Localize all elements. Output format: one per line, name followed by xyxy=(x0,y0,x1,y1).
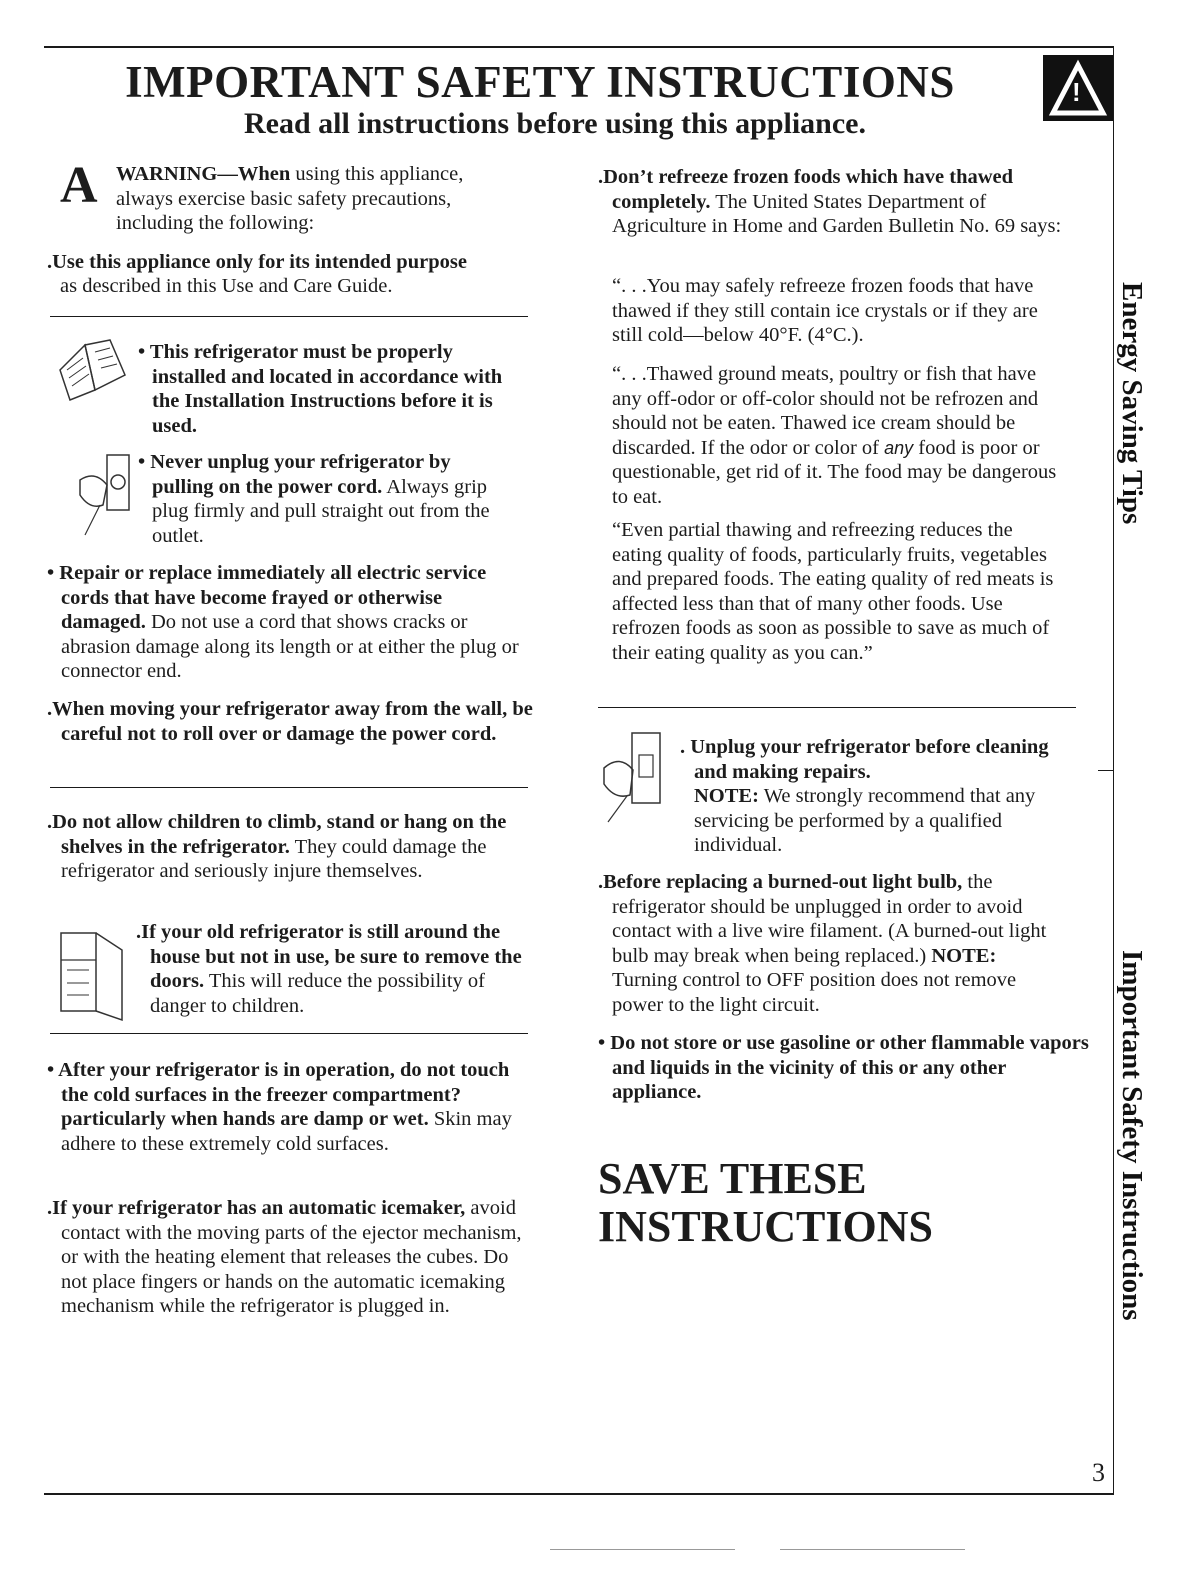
icemaker-item: .If your refrigerator has an automatic icemaker, avoid contact with the moving parts of the ejector mechanism, or with the heating element that releases the cubes. Do not place fingers or hands on the automatic icemaking mechanism while the refrigerator is plugged in. xyxy=(47,1197,522,1318)
proper-installation-item: • This refrigerator must be properly installed and located in accordance with the Installation Instructions before it is used. xyxy=(138,341,503,437)
divider xyxy=(50,787,528,788)
footer-mark-right xyxy=(780,1549,965,1550)
side-tab-important-safety-instructions[interactable]: Important Safety Instructions xyxy=(1116,950,1148,1321)
quote-partial-thawing: “Even partial thawing and refreezing reduces the eating quality of foods, particularly fruits, vegetables and prepared foods. The eating quality of red meats is affected less than that of many other foods. Use refrozen foods as soon as possible to save as much of their eating quality as you can.” xyxy=(612,519,1054,664)
top-rule xyxy=(44,46,1114,48)
side-tab-notch xyxy=(1098,770,1114,771)
never-unplug-item: • Never unplug your refrigerator by pulling on the power cord. Always grip plug firmly and pull straight out from the outlet. xyxy=(138,451,490,547)
page-title: IMPORTANT SAFETY INSTRUCTIONS xyxy=(125,57,955,107)
page-subtitle: Read all instructions before using this appliance. xyxy=(243,107,867,140)
flammable-vapors-item: • Do not store or use gasoline or other flammable vapors and liquids in the vicinity of this or any other appliance. xyxy=(598,1032,1089,1104)
unplug-plug-icon xyxy=(75,450,135,545)
divider xyxy=(598,707,1076,708)
intended-purpose-heading: .Use this appliance only for its intended purpose xyxy=(47,251,467,273)
bottom-rule xyxy=(44,1493,1114,1495)
side-tab-energy-saving-tips[interactable]: Energy Saving Tips xyxy=(1116,282,1148,525)
save-instructions-heading: SAVE THESE INSTRUCTIONS xyxy=(598,1154,933,1251)
warning-symbol: A xyxy=(60,157,98,214)
warning-paragraph: WARNING—When using this appliance, always exercise basic safety precautions, including the following: xyxy=(116,163,464,235)
unplug-outlet-icon xyxy=(600,730,675,825)
exclamation-icon: ! xyxy=(1072,77,1081,107)
old-refrigerator-item: .If your old refrigerator is still around the house but not in use, be sure to remove the doors. This will reduce the possibility of danger to children. xyxy=(136,921,522,1017)
intended-purpose-text: as described in this Use and Care Guide. xyxy=(60,275,393,297)
refreeze-item: .Don’t refreeze frozen foods which have thawed completely. The United States Department of Agriculture in Home and Garden Bulletin No. 69 says: xyxy=(598,166,1062,238)
footer-mark-left xyxy=(550,1549,735,1550)
moving-refrigerator-item: .When moving your refrigerator away from the wall, be careful not to roll over or damage the power cord. xyxy=(47,698,533,745)
divider xyxy=(50,1033,528,1034)
light-bulb-item: .Before replacing a burned-out light bulb, the refrigerator should be unplugged in order to avoid contact with a live wire filament. (A burned-out light bulb may break when being replaced.) NOTE: Turning control to OFF position does not remove power to the light circuit. xyxy=(598,871,1047,1016)
repair-cords-item: • Repair or replace immediately all electric service cords that have become frayed or otherwise damaged. Do not use a cord that shows cracks or abrasion damage along its length or at either the plug or connector end. xyxy=(47,562,519,683)
warning-tab-icon xyxy=(1043,55,1113,121)
quote-refreeze-safely: “. . .You may safely refreeze frozen foods that have thawed if they still contain ice crystals or if they are still cold—below 40°F. (4°C.). xyxy=(612,275,1038,347)
refrigerator-doors-icon xyxy=(57,925,137,1020)
page-number: 3 xyxy=(1092,1458,1105,1487)
quote-thawed-meats: “. . .Thawed ground meats, poultry or fish that have any off-odor or off-color should not be refrozen and should not be eaten. Thawed ice cream should be discarded. If the odor or color of any food is poor or questionable, get rid of it. The food may be dangerous to eat. xyxy=(612,363,1057,508)
divider xyxy=(50,316,528,317)
children-climb-item: .Do not allow children to climb, stand or hang on the shelves in the refrigerator. They could damage the refrigerator and seriously injure themselves. xyxy=(47,811,507,883)
manual-book-icon xyxy=(55,330,135,405)
cold-surfaces-item: • After your refrigerator is in operation, do not touch the cold surfaces in the freezer compartment? particularly when hands are damp or wet. Skin may adhere to these extremely cold surfaces. xyxy=(47,1059,512,1155)
unplug-before-cleaning-item: . Unplug your refrigerator before cleaning and making repairs. NOTE: We strongly recommend that any servicing be performed by a qualified individual. xyxy=(680,736,1049,857)
